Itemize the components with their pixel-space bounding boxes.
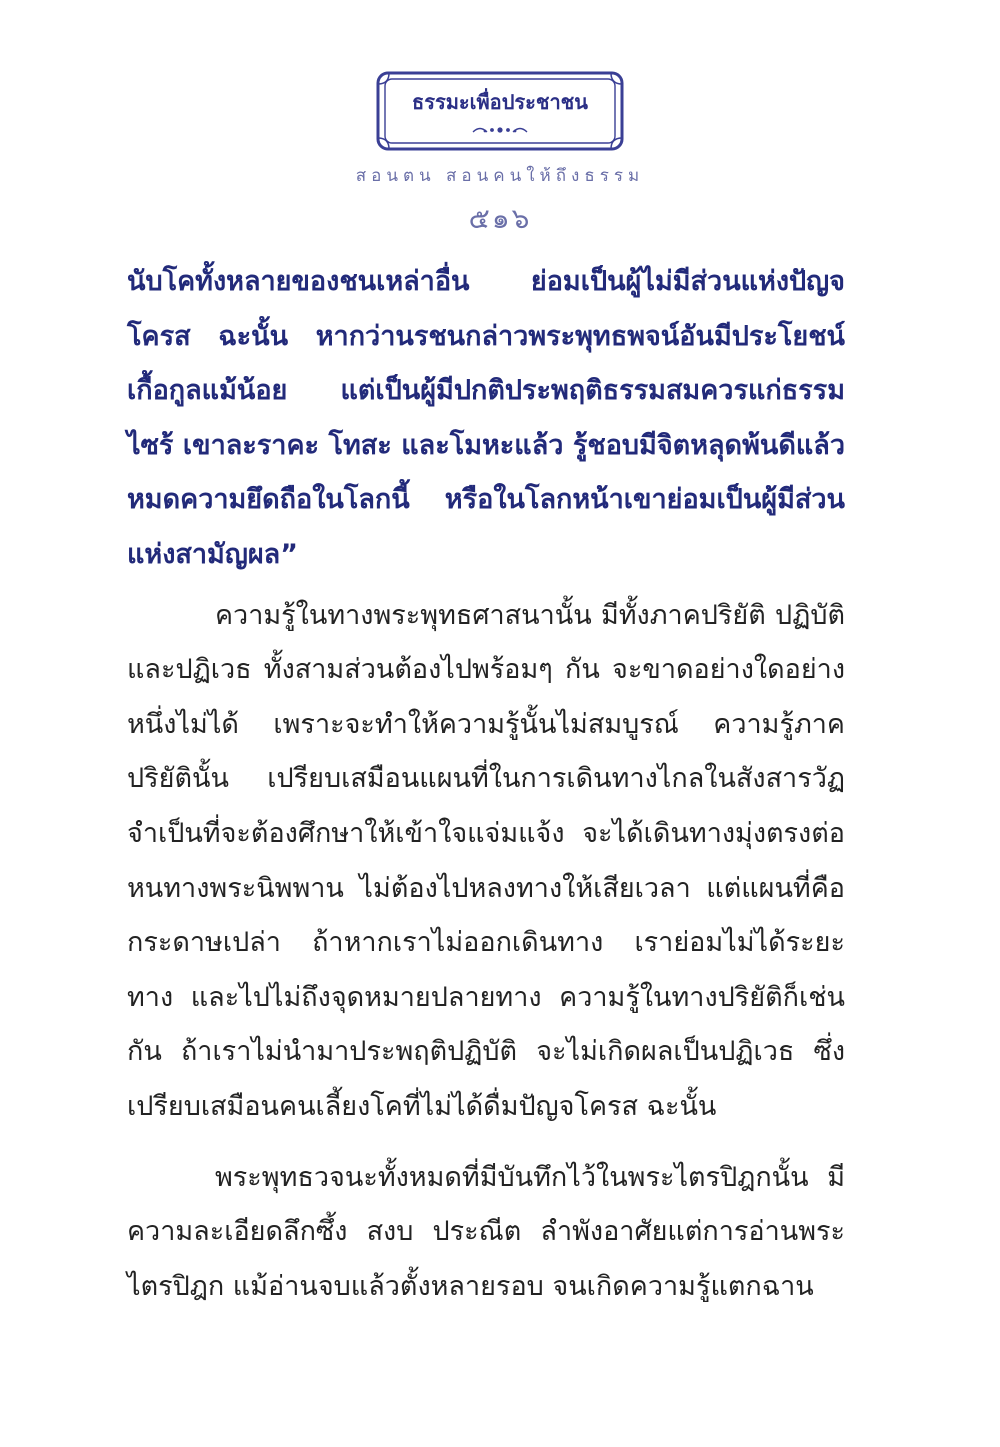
page-header [0, 70, 1000, 241]
quote-paragraph: นับโคทั้งหลายของชนเหล่าอื่น ย่อมเป็นผู้ไม่มีส่วนแห่งปัญจโครส ฉะนั้น หากว่านรชนกล่าวพระพุทธพจน์อันมีประโยชน์เกื้อกูลแม้น้อย แต่เป็นผู้มีปกติประพฤติธรรมสมควรแก่ธรรมไซร้ เขาละราคะ โทสะ และโมหะแล้ว รู้ชอบมีจิตหลุดพ้นดีแล้ว หมดความยึดถือในโลกนี้ หรือในโลกหน้าเขาย่อมเป็นผู้มีส่วนแห่งสามัญผล” [127, 266, 845, 570]
body-paragraph-1: ความรู้ในทางพระพุทธศาสนานั้น มีทั้งภาคปริยัติ ปฏิบัติ และปฏิเวธ ทั้งสามส่วนต้องไปพร้อมๆ กัน จะขาดอย่างใดอย่างหนึ่งไม่ได้ เพราะจะทำให้ความรู้นั้นไม่สมบูรณ์ ความรู้ภาคปริยัตินั้น เปรียบเสมือนแผนที่ในการเดินทางไกลในสังสารวัฏ จำเป็นที่จะต้องศึกษาให้เข้าใจแจ่มแจ้ง จะได้เดินทางมุ่งตรงต่อหนทางพระนิพพาน ไม่ต้องไปหลงทางให้เสียเวลา แต่แผนที่คือกระดาษเปล่า ถ้าหากเราไม่ออกเดินทาง เราย่อมไม่ได้ระยะทาง และไปไม่ถึงจุดหมายปลายทาง ความรู้ในทางปริยัติก็เช่นกัน ถ้าเราไม่นำมาประพฤติปฏิบัติ จะไม่เกิดผลเป็นปฏิเวธ ซึ่งเปรียบเสมือนคนเลี้ยงโคที่ไม่ได้ดื่มปัญจโครส ฉะนั้น [127, 599, 845, 1122]
logo [375, 70, 625, 152]
page-number: ๕๑๖ [468, 202, 532, 235]
body-paragraph-2: พระพุทธวจนะทั้งหมดที่มีบันทึกไว้ในพระไตรปิฎกนั้น มีความละเอียดลึกซึ้ง สงบ ประณีต ลำพังอาศัยแต่การอ่านพระไตรปิฎก แม้อ่านจบแล้วตั้งหลายรอบ จนเกิดความรู้แตกฉาน [127, 1161, 845, 1302]
subtitle: สอนตน สอนคนให้ถึงธรรม [355, 166, 645, 186]
page-content [127, 255, 845, 1314]
logo-text: ธรรมะเพื่อประชาชน [412, 90, 588, 114]
